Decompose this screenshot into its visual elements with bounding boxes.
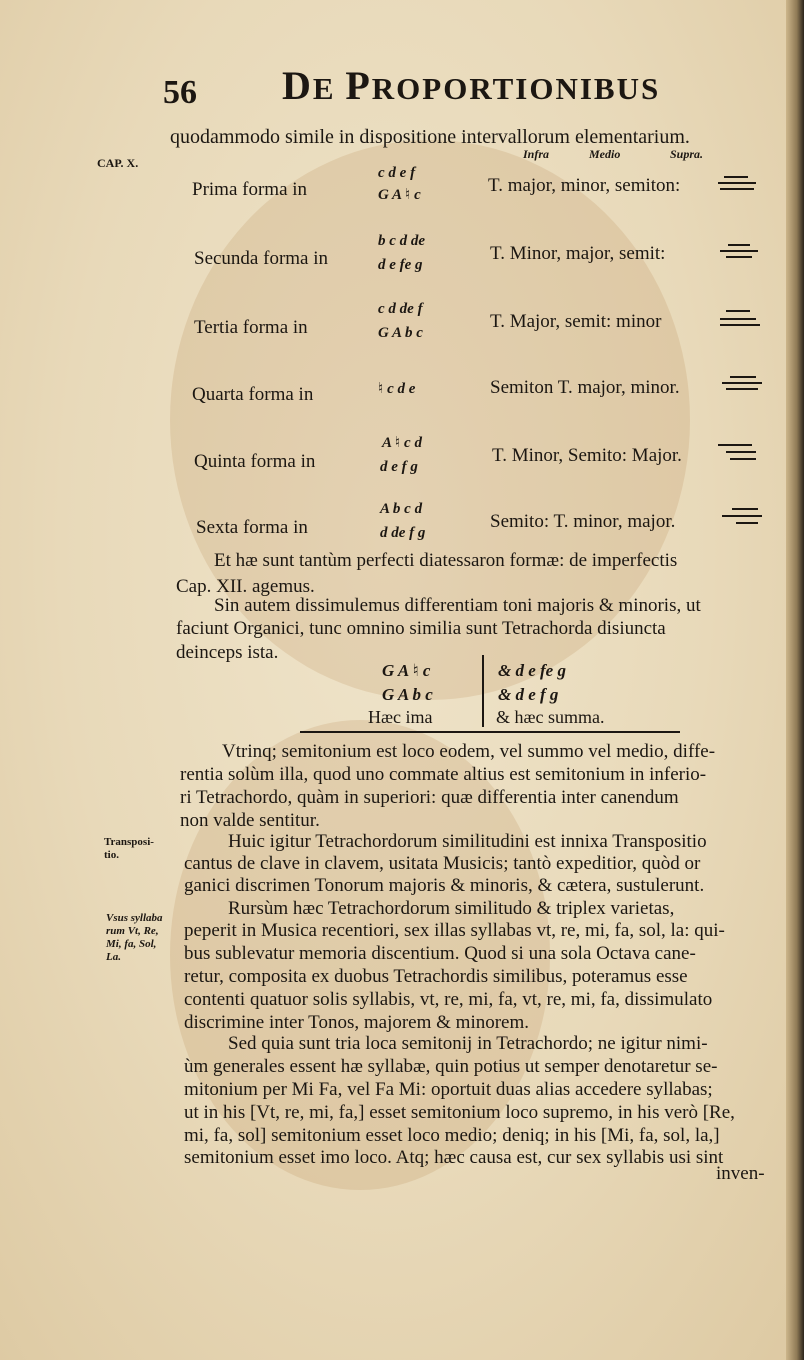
tetrachord-left-label: Hæc ima: [368, 707, 433, 727]
body-line: mi, fa, sol] semitonium esset loco medio; deniq; in his [Mi, fa, sol, la,]: [184, 1125, 720, 1146]
form-description: Semiton T. major, minor.: [490, 377, 680, 398]
body-line: Sed quia sunt tria loca semitonij in Tetrachordo; ne igitur nimi-: [228, 1033, 708, 1054]
body-line: ut in his [Vt, re, mi, fa,] esset semitonium loco supremo, in his verò [Re,: [184, 1102, 735, 1123]
foxing-stain: [170, 140, 690, 700]
form-description: T. Major, semit: minor: [490, 311, 662, 332]
tetrachord-left: G A ♮ c: [382, 661, 431, 680]
form-notes-top: b c d de: [378, 233, 426, 249]
form-notes-top: c d de f: [378, 301, 423, 317]
margin-note-transpositio: Transposi- tio.: [104, 836, 154, 861]
tetrachord-right: & d e fe g: [498, 661, 566, 680]
paragraph-line: Cap. XII. agemus.: [176, 576, 315, 597]
body-line: Vtrinq; semitonium est loco eodem, vel summo vel medio, diffe-: [222, 741, 716, 762]
paragraph-line: deinceps ista.: [176, 642, 279, 663]
form-notes-top: c d e f: [378, 165, 416, 181]
body-line: Huic igitur Tetrachordorum similitudini est innixa Transpositio: [228, 831, 707, 852]
form-notes-bottom: d e f g: [380, 459, 418, 475]
column-head-supra: Supra.: [670, 147, 704, 161]
body-line: non valde sentitur.: [180, 810, 320, 831]
column-head-infra: Infra: [523, 147, 550, 161]
paragraph-line: faciunt Organici, tunc omnino similia sunt Tetrachorda disiuncta: [176, 618, 666, 639]
body-line: Rursùm hæc Tetrachordorum similitudo & triplex varietas,: [228, 898, 675, 919]
tetrachord-right: & d e f g: [498, 685, 559, 704]
form-label: Sexta forma in: [196, 517, 308, 538]
body-line: ùm generales essent hæ syllabæ, quin potius ut semper denotaretur se-: [184, 1056, 718, 1077]
page-number: 56: [163, 74, 197, 111]
form-description: Semito: T. minor, major.: [490, 511, 676, 532]
page-edge: [786, 0, 804, 1360]
catchword: inven-: [716, 1163, 765, 1184]
form-notes-bottom: d de f g: [380, 525, 426, 541]
column-head-medio: Medio: [589, 147, 621, 161]
margin-note-usus: Vsus syllaba rum Vt, Re, Mi, fa, Sol, La.: [106, 912, 163, 963]
tetrachord-right-label: & hæc summa.: [496, 707, 605, 727]
form-label: Secunda forma in: [194, 248, 329, 269]
body-line: cantus de clave in clavem, usitata Musicis; tantò expeditior, quòd or: [184, 853, 701, 874]
body-line: mitonium per Mi Fa, vel Fa Mi: oportuit duas alias accedere syllabas;: [184, 1079, 713, 1100]
body-line: ganici discrimen Tonorum majoris & minoris, & cætera, sustulerunt.: [184, 875, 705, 896]
body-line: semitonium esset imo loco. Atq; hæc causa est, cur sex syllabis usi sint: [184, 1147, 724, 1168]
form-notes-bottom: G A ♮ c: [378, 187, 421, 203]
form-label: Tertia forma in: [194, 317, 308, 338]
intro-line: quodammodo simile in dispositione intervallorum elementarium.: [170, 126, 690, 148]
body-line: contenti quatuor solis syllabis, vt, re, mi, fa, vt, re, mi, fa, dissimulato: [184, 989, 713, 1010]
section-rule: [300, 731, 680, 733]
margin-note-cap: CAP. X.: [97, 156, 139, 170]
form-label: Quinta forma in: [194, 451, 316, 472]
page-title: DE PROPORTIONIBUS: [282, 63, 661, 108]
form-notes-top: A b c d: [380, 501, 423, 517]
body-line: retur, composita ex duobus Tetrachordis similibus, poteramus esse: [184, 966, 688, 987]
tetrachord-divider: [482, 655, 484, 727]
body-line: bus sublevatur memoria discentium. Quod si una sola Octava cane-: [184, 943, 696, 964]
tetrachord-left: G A b c: [382, 685, 433, 704]
form-description: T. Minor, major, semit:: [490, 243, 666, 264]
form-notes-top: ♮ c d e: [378, 381, 416, 397]
paragraph-line: Et hæ sunt tantùm perfecti diatessaron formæ: de imperfectis: [214, 550, 678, 571]
body-line: peperit in Musica recentiori, sex illas syllabas vt, re, mi, fa, sol, la: qui-: [184, 920, 725, 941]
form-notes-bottom: G A b c: [378, 325, 423, 341]
body-line: discrimine inter Tonos, majorem & minorem.: [184, 1012, 530, 1033]
body-line: ri Tetrachordo, quàm in superiori: quæ differentia inter canendum: [180, 787, 679, 808]
form-notes-bottom: d e fe g: [378, 257, 423, 273]
form-notes-top: A ♮ c d: [382, 435, 422, 451]
paragraph-line: Sin autem dissimulemus differentiam toni majoris & minoris, ut: [214, 595, 701, 616]
form-label: Prima forma in: [192, 179, 308, 200]
form-description: T. major, minor, semiton:: [488, 175, 681, 196]
form-label: Quarta forma in: [192, 384, 314, 405]
form-description: T. Minor, Semito: Major.: [492, 445, 682, 466]
body-line: rentia solùm illa, quod uno commate altius est semitonium in inferio-: [180, 764, 707, 785]
